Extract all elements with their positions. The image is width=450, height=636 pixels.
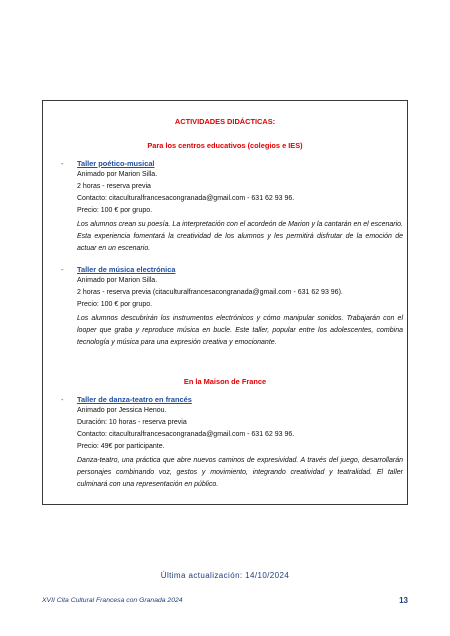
activity-item-danza xyxy=(61,395,401,500)
activity-item-musica xyxy=(61,265,401,365)
activity-contact: Contacto: citaculturalfrancesacongranada@gmail.com - 631 62 93 96. xyxy=(77,431,295,438)
bullet-marker: - xyxy=(61,265,64,274)
activity-title: Taller poético-musical xyxy=(77,159,155,168)
box-title: ACTIVIDADES DIDÁCTICAS: xyxy=(174,117,276,126)
page-number: 13 xyxy=(399,596,408,605)
section-heading-maison: En la Maison de France xyxy=(183,377,267,386)
activity-item-poetico xyxy=(61,159,401,259)
last-updated: Última actualización: 14/10/2024 xyxy=(160,571,290,580)
activity-host: Animado por Marion Silla. xyxy=(77,171,158,178)
bullet-marker: - xyxy=(61,159,64,168)
activity-contact: Contacto: citaculturalfrancesacongranada@gmail.com - 631 62 93 96. xyxy=(77,195,295,202)
activity-duration: Duración: 10 horas - reserva previa xyxy=(77,419,187,426)
activities-box xyxy=(42,100,408,505)
activity-title: Taller de danza-teatro en francés xyxy=(77,395,192,404)
activity-description: Los alumnos descubrirán los instrumentos electrónicos y cómo manipular sonidos. Trabajarán con el looper que graba y reproduce música en bucle. Este taller, popular entre los adolescentes, combina tecnología y música para una expresión creativa y emocionante. xyxy=(77,315,403,346)
activity-price: Precio: 100 € por grupo. xyxy=(77,207,153,214)
activity-host: Animado por Jessica Henou. xyxy=(77,407,167,414)
activity-duration-contact: 2 horas - reserva previa (citaculturalfrancesacongranada@gmail.com - 631 62 93 96). xyxy=(77,289,343,296)
activity-host: Animado por Marion Silla. xyxy=(77,277,158,284)
activity-price: Precio: 100 € por grupo. xyxy=(77,301,153,308)
bullet-marker: - xyxy=(61,395,64,404)
activity-title: Taller de música electrónica xyxy=(77,265,176,274)
activity-description: Los alumnos crean su poesía. La interpretación con el acordeón de Marion y la cantarán en el escenario. Esta experiencia fomentará la creatividad de los alumnos y les permitirá disfrutar de la emoción de actuar en un escenario. xyxy=(77,221,403,252)
footer-event-name: XVII Cita Cultural Francesa con Granada 2024 xyxy=(42,597,183,604)
activity-description: Danza-teatro, una práctica que abre nuevos caminos de expresividad. A través del juego, desarrollarán personajes combinando voz, gestos y movimiento, integrando creatividad y teatralidad. El taller culminará con una representación en público. xyxy=(77,457,403,488)
activity-price: Precio: 49€ por participante. xyxy=(77,443,165,450)
box-subtitle: Para los centros educativos (colegios e IES) xyxy=(147,141,303,150)
activity-duration: 2 horas - reserva previa xyxy=(77,183,151,190)
